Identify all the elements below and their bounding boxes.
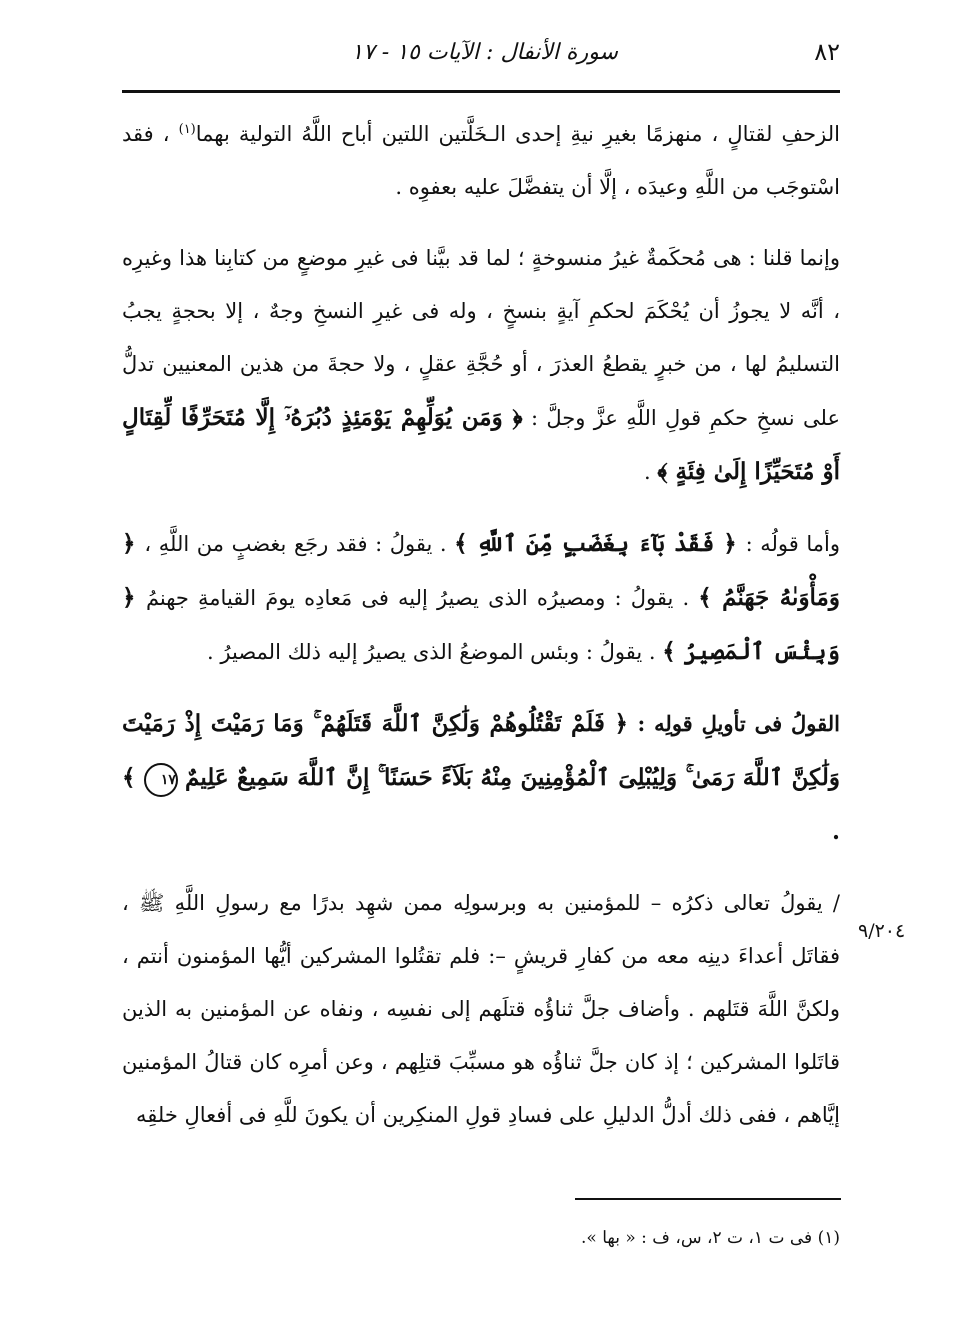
paragraph-3: [122, 517, 840, 679]
quran-verse: ﴿ فَقَدْ بَآءَ بِغَضَبٍ مِّنَ ٱللَّهِ ﴾: [454, 530, 746, 557]
paragraph-3-part-4: . يقولُ : وبئس الموضعُ الذى يصيرُ إليه ذلك المصيرُ .: [207, 640, 663, 664]
paragraph-5: [122, 877, 840, 1142]
quran-verse: ﴿ وَبِئْسَ ٱلْمَصِيرُ ﴾: [122, 584, 840, 665]
section-heading: القولُ فى تأويلِ قولِه :: [637, 711, 840, 736]
quran-verse: ﴿ وَمَأْوَىٰهُ جَهَنَّمُ ﴾: [122, 530, 840, 611]
verse-close: ﴾ .: [122, 764, 840, 845]
paragraph-3-part-3: . يقولُ : ومصيرُه الذى يصيرُ إليه فى مَعادِه يومَ القيامةِ جهنمُ: [145, 586, 699, 610]
ayah-number-marker: ١٧: [144, 763, 178, 797]
paragraph-5-text: / يقولُ تعالى ذكرُه – للمؤمنين به وبرسولِه ممن شهِد بدرًا مع رسولِ اللَّهِ ﷺ ، فقاتَل أعداءَ دينِه معه من كفارِ قريشٍ –: فلم تقتُلوا المشركين أيُّها المؤمنون أنتم ، ولكنَّ اللَّهَ قتَلهم . وأضاف جلَّ ثناؤُه قتلَهم إلى نفسِه ، ونفاه عن المؤمنين به الذين قاتَلوا المشركين ؛ إذ كان جلَّ ثناؤُه هو مسبِّبَ قتلِهم ، وعن أمرِه كان قتالُ المؤمنين إيَّاهم ، ففى ذلك أدلُّ الدليلِ على فسادِ قولِ المنكِرين أن يكونَ للَّهِ فى أفعالِ خلقِه: [122, 891, 840, 1127]
paragraph-3-part-1: وأما قولُه :: [745, 532, 841, 556]
quran-verse: ﴿ فَلَمْ تَقْتُلُوهُمْ وَلَٰكِنَّ ٱللَّهَ قَتَلَهُمْ ۚ وَمَا رَمَيْتَ إِذْ رَمَيْتَ وَلَٰكِنَّ ٱللَّهَ رَمَىٰ ۚ وَلِيُبْلِىَ ٱلْمُؤْمِنِينَ مِنْهُ بَلَآءً حَسَنًا ۚ إِنَّ ٱللَّهَ سَمِيعٌ عَلِيمٌ: [122, 710, 840, 791]
running-head: سورة الأنفال : الآيات ١٥ - ١٧: [351, 40, 618, 65]
paragraph-2-text: وإنما قلنا : هى مُحكَمةٌ غيرُ منسوخةٍ ؛ لما قد بيَّنا فى غيرِ موضعٍ من كتابِنا هذا وغيرِه ، أنَّه لا يجوزُ أن يُحْكَمَ لحكمِ آيةٍ بنسخٍ ، وله فى غيرِ النسخِ وجهٌ ، إلا بحجةٍ يجبُ التسليمُ لها ، من خبرٍ يقطعُ العذرَ ، أو حُجَّةِ عقلٍ ، ولا حجةَ من هذين المعنيين تدلُّ على نسخِ حكمِ قولِ اللَّهِ عزَّ وجلَّ :: [122, 246, 840, 430]
paragraph-2-end: .: [643, 460, 658, 484]
footnote: (١) فى ت ١، ت ٢، س، ف : « بها ».: [581, 1228, 840, 1248]
quran-verse: ﴿ وَمَن يُوَلِّهِمْ يَوْمَئِذٍ دُبُرَهُۥٓ إِلَّا مُتَحَرِّفًا لِّقِتَالٍ أَوْ مُتَحَيِّزًا إِلَىٰ فِئَةٍ ﴾: [122, 404, 840, 485]
page-number: ٨٢: [814, 38, 840, 66]
page-header: [122, 28, 840, 88]
paragraph-1-text: الزحفِ لقتالٍ ، منهزمًا بغيرِ نيةِ إحدى الـخَلَّتين اللتين أباح اللَّهُ التولية بهما: [195, 122, 840, 146]
main-text: [122, 108, 840, 1142]
paragraph-3-part-2: . يقولُ : فقد رجَع بغضبٍ من اللَّهِ ،: [144, 532, 455, 556]
paragraph-1-text-after: ، فقد اسْتوجَب من اللَّهِ وعيدَه ، إلَّا أن يتفضَّلَ عليه بعفوِه .: [122, 122, 840, 199]
paragraph-1: [122, 108, 840, 214]
paragraph-2: [122, 232, 840, 499]
header-rule: [122, 90, 840, 93]
footnote-rule: [575, 1198, 841, 1200]
margin-reference: ٩/٢٠٤: [858, 920, 906, 942]
footnote-marker: (١): [178, 122, 196, 137]
paragraph-4: [122, 697, 840, 859]
